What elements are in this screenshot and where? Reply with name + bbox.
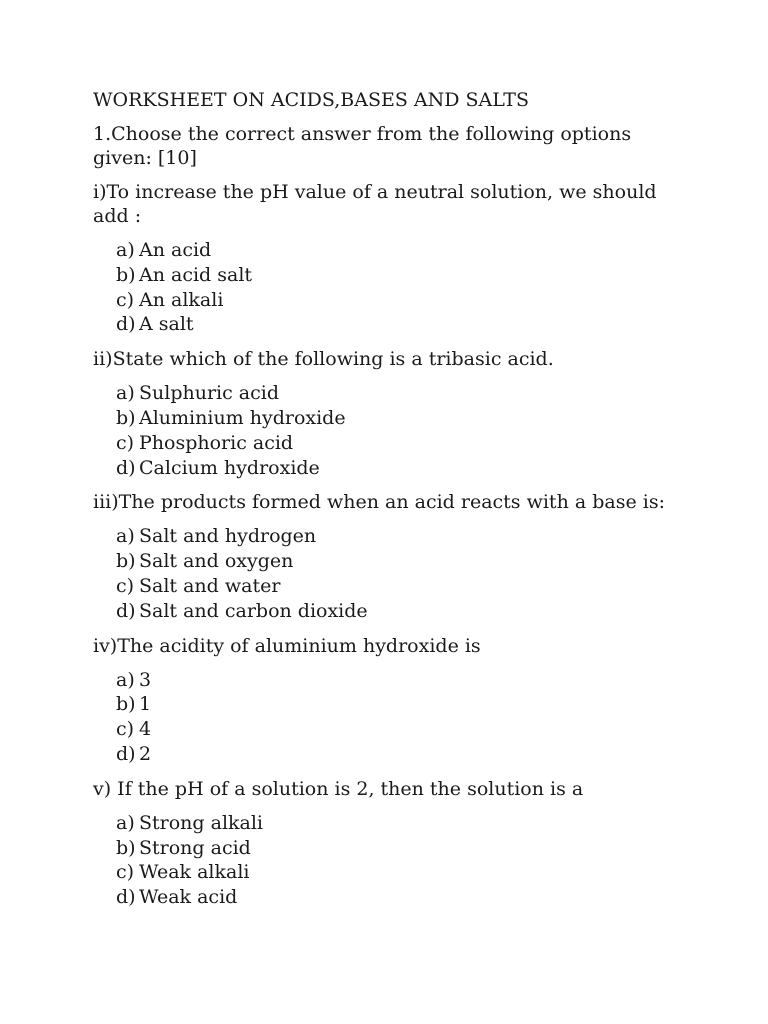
- question-text: i)To increase the pH value of a neutral solution, we should add :: [93, 181, 657, 227]
- question-text: iii)The products formed when an acid reacts with a base is:: [93, 491, 665, 514]
- option-item: [116, 811, 693, 836]
- option-letter: d): [116, 313, 136, 336]
- option-letter: b): [116, 263, 136, 286]
- option-letter: b): [116, 693, 136, 716]
- option-letter: b): [116, 836, 136, 859]
- option-item: [116, 431, 693, 456]
- option-letter: c): [116, 861, 135, 884]
- option-text: Weak acid: [139, 886, 238, 909]
- option-text: 3: [139, 668, 152, 691]
- option-item: [116, 312, 693, 337]
- question-block: [93, 777, 693, 910]
- option-item: [116, 549, 693, 574]
- option-letter: c): [116, 574, 135, 597]
- option-list: [93, 381, 693, 480]
- option-text: Phosphoric acid: [139, 431, 294, 454]
- option-item: [116, 668, 693, 693]
- question-block: [93, 347, 693, 480]
- option-item: [116, 263, 693, 288]
- option-text: Strong alkali: [139, 811, 264, 834]
- option-item: [116, 599, 693, 624]
- option-text: An alkali: [139, 288, 224, 311]
- option-item: [116, 524, 693, 549]
- question-list: [93, 180, 693, 910]
- option-item: [116, 836, 693, 861]
- option-text: Strong acid: [139, 836, 251, 859]
- option-text: Calcium hydroxide: [139, 456, 320, 479]
- option-list: [93, 524, 693, 623]
- question-block: [93, 634, 693, 767]
- question-block: [93, 490, 693, 623]
- option-text: Salt and water: [139, 574, 281, 597]
- option-letter: a): [116, 239, 135, 261]
- question-text: iv)The acidity of aluminium hydroxide is: [93, 634, 481, 657]
- option-item: [116, 574, 693, 599]
- question-text: ii)State which of the following is a tribasic acid.: [93, 348, 554, 371]
- option-letter: b): [116, 550, 136, 573]
- option-letter: c): [116, 288, 135, 311]
- option-text: An acid salt: [139, 263, 253, 286]
- instruction-text: 1.Choose the correct answer from the following options given: [10]: [93, 123, 632, 169]
- option-item: [116, 885, 693, 910]
- option-text: 2: [139, 742, 152, 765]
- option-item: [116, 381, 693, 406]
- option-letter: c): [116, 718, 135, 741]
- option-item: [116, 692, 693, 717]
- option-list: [93, 238, 693, 337]
- option-item: [116, 717, 693, 742]
- option-letter: d): [116, 599, 136, 622]
- option-list: [93, 668, 693, 767]
- option-text: Salt and hydrogen: [139, 525, 317, 548]
- option-letter: b): [116, 406, 136, 429]
- option-text: Sulphuric acid: [139, 382, 280, 405]
- page-title: WORKSHEET ON ACIDS,BASES AND SALTS: [93, 89, 529, 111]
- option-text: Aluminium hydroxide: [139, 406, 346, 429]
- option-text: 4: [139, 718, 152, 741]
- worksheet-page: [93, 88, 693, 920]
- option-list: [93, 811, 693, 910]
- option-item: [116, 456, 693, 481]
- option-text: Salt and carbon dioxide: [139, 599, 368, 622]
- question-block: [93, 180, 693, 337]
- question-text: v) If the pH of a solution is 2, then the solution is a: [93, 777, 584, 800]
- option-item: [116, 860, 693, 885]
- option-letter: c): [116, 431, 135, 454]
- option-text: Weak alkali: [139, 861, 250, 884]
- option-letter: a): [116, 668, 135, 691]
- option-text: 1: [139, 693, 152, 716]
- option-text: A salt: [139, 313, 194, 336]
- option-item: [116, 742, 693, 767]
- option-item: [116, 288, 693, 313]
- option-text: An acid: [139, 239, 212, 261]
- option-letter: a): [116, 525, 135, 548]
- option-text: Salt and oxygen: [139, 550, 294, 573]
- option-item: [116, 406, 693, 431]
- option-letter: d): [116, 886, 136, 909]
- option-letter: d): [116, 456, 136, 479]
- option-letter: a): [116, 382, 135, 405]
- option-item: [116, 238, 693, 263]
- option-letter: a): [116, 811, 135, 834]
- option-letter: d): [116, 742, 136, 765]
